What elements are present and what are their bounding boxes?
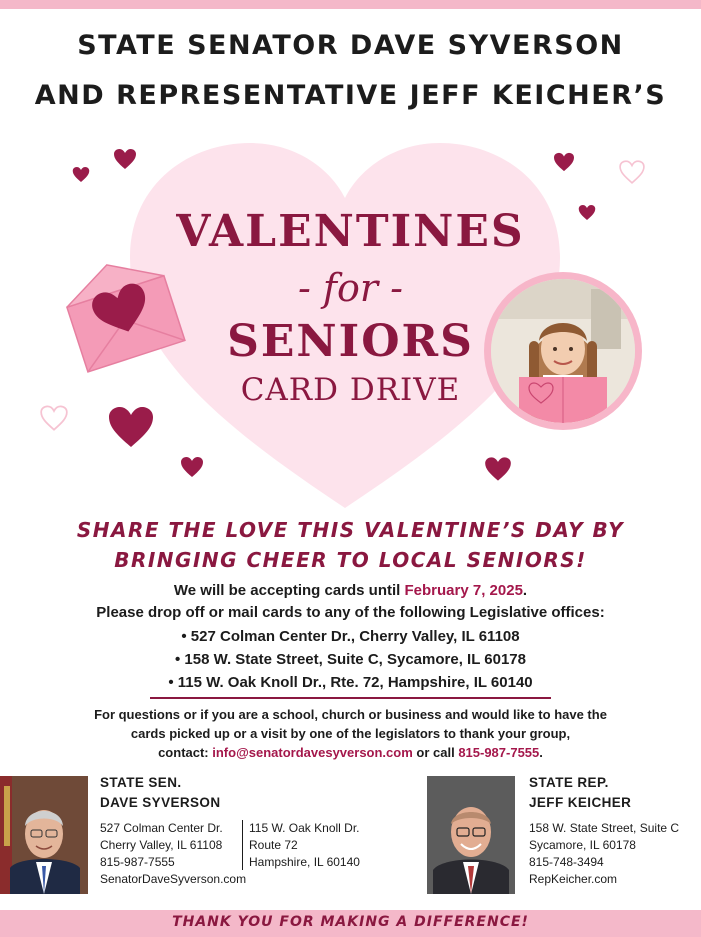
contact-text-line-2: cards picked up or a visit by one of the legislators to thank your group, xyxy=(130,726,571,741)
title-card-drive: CARD DRIVE xyxy=(240,372,461,408)
representative-website[interactable]: RepKeicher.com xyxy=(529,872,618,886)
representative-title-line-1: STATE REP. xyxy=(529,775,609,790)
senator-title-line-2: DAVE SYVERSON xyxy=(100,795,221,810)
heart-icon xyxy=(113,148,137,170)
contact-text-line-1: For questions or if you are a school, church or business and would like to have the xyxy=(94,707,607,722)
senator-title-line-1: STATE SEN. xyxy=(100,775,182,790)
office-address-item: • 115 W. Oak Knoll Dr., Rte. 72, Hampshire, IL 60140 xyxy=(168,674,533,691)
heart-icon xyxy=(484,456,512,482)
contact-phone-link[interactable]: 815-987-7555 xyxy=(458,745,540,760)
representative-title-line-2: JEFF KEICHER xyxy=(529,795,632,810)
representative-phone: 815-748-3494 xyxy=(529,855,604,869)
senator-website[interactable]: SenatorDaveSyverson.com xyxy=(100,872,247,886)
deadline-date: February 7, 2025 xyxy=(404,582,523,599)
representative-headshot xyxy=(427,776,515,894)
office-divider-line xyxy=(242,820,243,870)
thank-you-footer: THANK YOU FOR MAKING A DIFFERENCE! xyxy=(172,914,529,930)
heart-outline-icon xyxy=(40,405,68,431)
heart-icon xyxy=(72,166,90,183)
senator-office2-route: Route 72 xyxy=(249,838,298,852)
heart-outline-icon xyxy=(619,160,645,184)
representative-street: 158 W. State Street, Suite C xyxy=(529,821,680,835)
senator-phone: 815-987-7555 xyxy=(100,855,175,869)
contact-text-line-3 xyxy=(0,745,701,760)
contact-suffix: . xyxy=(539,745,543,760)
contact-mid: or call xyxy=(412,745,459,760)
heart-icon xyxy=(553,152,575,172)
representative-city: Sycamore, IL 60178 xyxy=(529,838,636,852)
heart-icon xyxy=(107,405,155,449)
senator-office2-city: Hampshire, IL 60140 xyxy=(249,855,360,869)
accepting-cards-text xyxy=(0,582,701,599)
tagline-line-1: SHARE THE LOVE THIS VALENTINE’S DAY BY xyxy=(76,518,625,542)
heading-line-2: AND REPRESENTATIVE JEFF KEICHER’S xyxy=(34,80,667,111)
heart-icon xyxy=(180,456,204,478)
top-pink-bar xyxy=(0,0,701,9)
title-valentines: VALENTINES xyxy=(176,206,525,257)
senator-headshot xyxy=(0,776,88,894)
heading-line-1: STATE SENATOR DAVE SYVERSON xyxy=(77,30,624,61)
tagline-line-2: BRINGING CHEER TO LOCAL SENIORS! xyxy=(114,548,587,572)
accepting-prefix: We will be accepting cards until xyxy=(173,582,405,599)
office-address-item: • 158 W. State Street, Suite C, Sycamore, IL 60178 xyxy=(175,651,526,668)
title-for: - for - xyxy=(298,266,403,310)
accepting-suffix: . xyxy=(522,582,528,599)
dropoff-instructions: Please drop off or mail cards to any of the following Legislative offices: xyxy=(96,604,605,621)
contact-email-link[interactable]: info@senatordavesyverson.com xyxy=(212,745,413,760)
contact-prefix: contact: xyxy=(158,745,213,760)
title-seniors: SENIORS xyxy=(227,316,474,367)
office-address-item: • 527 Colman Center Dr., Cherry Valley, IL 61108 xyxy=(181,628,520,645)
senator-office1-street: 527 Colman Center Dr. xyxy=(100,821,223,835)
senator-office2-street: 115 W. Oak Knoll Dr. xyxy=(249,821,360,835)
senator-office1-city: Cherry Valley, IL 61108 xyxy=(100,838,223,852)
section-divider xyxy=(150,697,551,699)
